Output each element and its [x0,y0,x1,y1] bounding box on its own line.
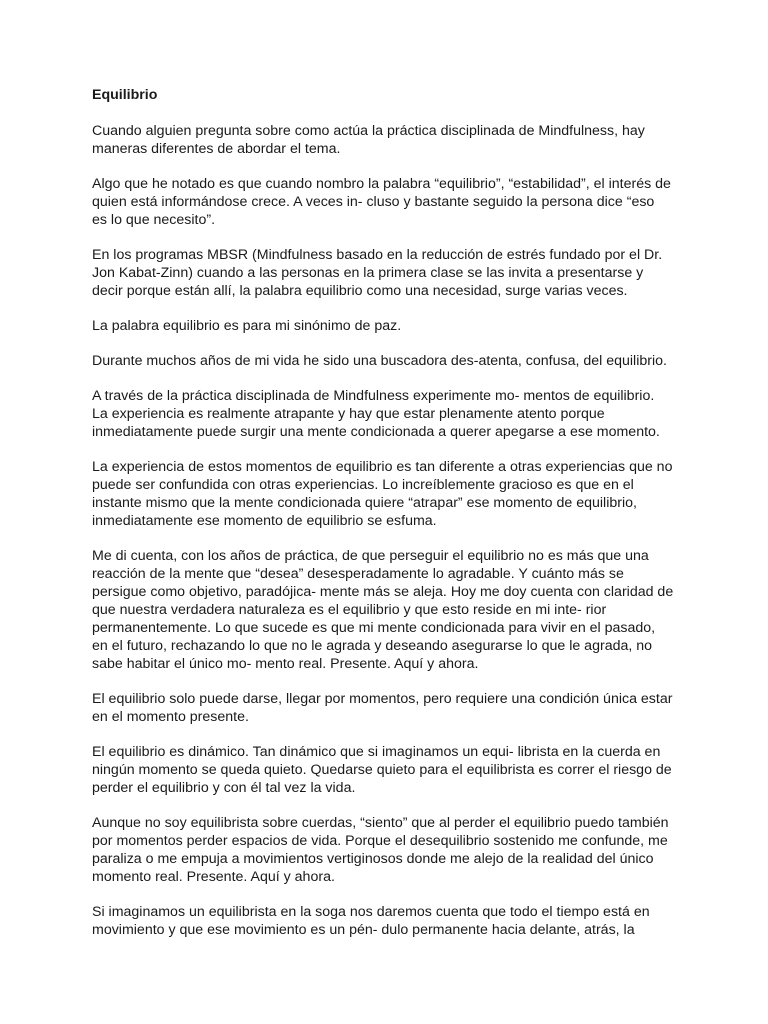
paragraph [92,246,692,300]
paragraph-line: El equilibrio solo puede darse, llegar por momentos, pero requiere una condición única estar [92,691,673,707]
paragraph [92,814,692,886]
document-page [92,86,692,956]
paragraph-line: en el futuro, rechazando lo que no le agrada y deseando asegurarse lo que le agrada, no [92,638,653,654]
paragraph-line: Aunque no soy equilibrista sobre cuerdas, “siento” que al perder el equilibrio puedo también [92,815,669,831]
paragraph [92,387,692,441]
paragraph-line: Jon Kabat-Zinn) cuando a las personas en la primera clase se las invita a presentarse y [92,265,644,281]
paragraph [92,122,692,158]
document-title: Equilibrio [92,87,158,103]
paragraph-line: Me di cuenta, con los años de práctica, de que perseguir el equilibrio no es más que una [92,548,649,564]
paragraph-line: La palabra equilibrio es para mi sinónimo de paz. [92,318,402,334]
paragraph [92,743,692,797]
paragraph-line: instante mismo que la mente condicionada quiere “atrapar” ese momento de equilibrio, [92,495,637,511]
paragraph [92,690,692,726]
paragraph-line: La experiencia de estos momentos de equilibrio es tan diferente a otras experiencias que no [92,459,673,475]
paragraph-line: Cuando alguien pregunta sobre como actúa la práctica disciplinada de Mindfulness, hay [92,123,645,139]
paragraph [92,352,692,370]
paragraph-line: perder el equilibrio y con él tal vez la vida. [92,780,356,796]
paragraph-line: Durante muchos años de mi vida he sido una buscadora des-atenta, confusa, del equilibrio. [92,353,667,369]
paragraph-line: En los programas MBSR (Mindfulness basado en la reducción de estrés fundado por el Dr. [92,247,663,263]
paragraph-line: que nuestra verdadera naturaleza es el equilibrio y que esto reside en mi inte- rior [92,602,607,618]
paragraph-line: momento real. Presente. Aquí y ahora. [92,869,335,885]
paragraph-line: movimiento y que ese movimiento es un pén- dulo permanente hacia delante, atrás, la [92,922,635,938]
document-body [92,122,692,939]
paragraph-line: en el momento presente. [92,709,249,725]
paragraph-line: La experiencia es realmente atrapante y hay que estar plenamente atento porque [92,406,605,422]
paragraph-line: inmediatamente puede surgir una mente condicionada a querer apegarse a ese momento. [92,424,660,440]
paragraph-line: El equilibrio es dinámico. Tan dinámico que si imaginamos un equi- librista en la cuerda en [92,744,661,760]
paragraph-line: paraliza o me empuja a movimientos vertiginosos donde me alejo de la realidad del único [92,851,654,867]
paragraph-line: quien está informándose crece. A veces in- cluso y bastante seguido la persona dice “eso [92,194,655,210]
paragraph-line: maneras diferentes de abordar el tema. [92,141,341,157]
paragraph-line: A través de la práctica disciplinada de Mindfulness experimente mo- mentos de equilibrio. [92,388,655,404]
paragraph-line: permanentemente. Lo que sucede es que mi mente condicionada para vivir en el pasado, [92,620,656,636]
paragraph [92,547,692,673]
paragraph-line: es lo que necesito”. [92,212,216,228]
paragraph [92,317,692,335]
paragraph-line: persigue como objetivo, paradójica- mente más se aleja. Hoy me doy cuenta con claridad de [92,584,674,600]
paragraph-line: Si imaginamos un equilibrista en la soga nos daremos cuenta que todo el tiempo está en [92,904,650,920]
paragraph-line: por momentos perder espacios de vida. Porque el desequilibrio sostenido me confunde, me [92,833,668,849]
paragraph-line: decir porque están allí, la palabra equilibrio como una necesidad, surge varias veces. [92,283,628,299]
paragraph-line: Algo que he notado es que cuando nombro la palabra “equilibrio”, “estabilidad”, el interés de [92,176,671,192]
paragraph [92,458,692,530]
paragraph-line: reacción de la mente que “desea” desesperadamente lo agradable. Y cuánto más se [92,566,624,582]
paragraph-line: inmediatamente ese momento de equilibrio se esfuma. [92,513,437,529]
paragraph [92,903,692,939]
paragraph-line: sabe habitar el único mo- mento real. Presente. Aquí y ahora. [92,656,479,672]
paragraph [92,175,692,229]
paragraph-line: puede ser confundida con otras experiencias. Lo increíblemente gracioso es que en el [92,477,634,493]
paragraph-line: ningún momento se queda quieto. Quedarse quieto para el equilibrista es correr el riesgo de [92,762,672,778]
